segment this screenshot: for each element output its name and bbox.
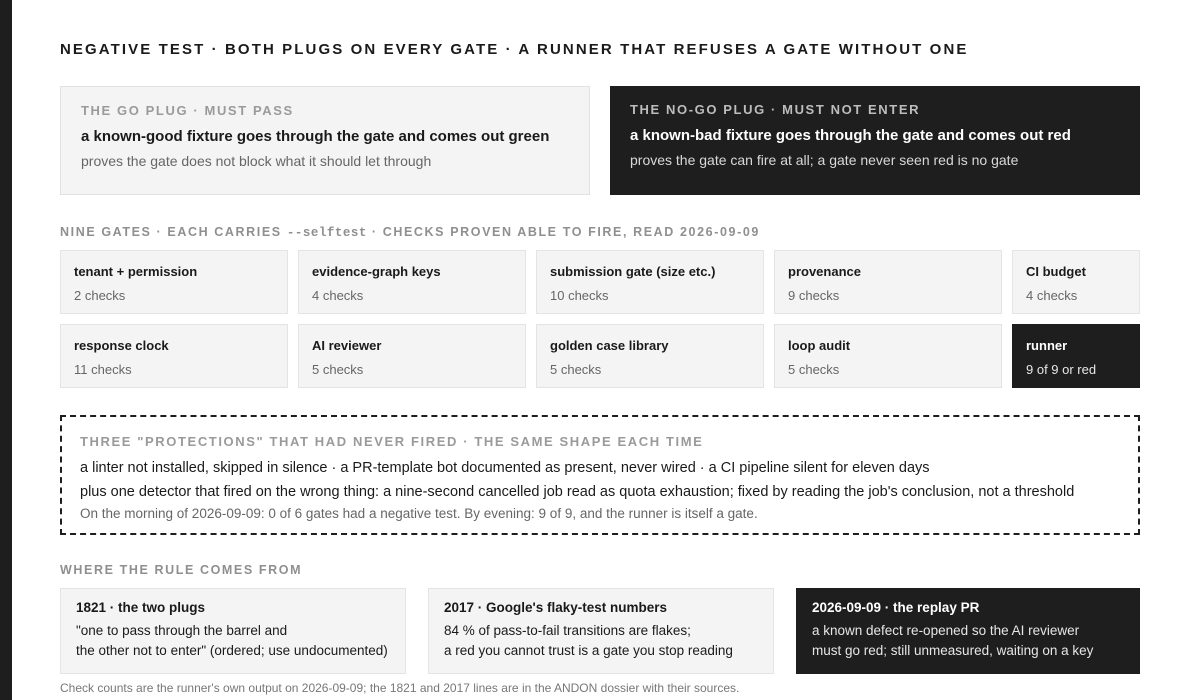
gates-section-label <box>60 225 760 240</box>
gate-card-golden-case-library <box>536 324 764 388</box>
gate-checks: 9 of 9 or red <box>1026 362 1097 377</box>
gate-checks: 5 checks <box>788 362 840 377</box>
gate-checks: 5 checks <box>550 362 602 377</box>
gate-card-ci-budget <box>1012 250 1140 314</box>
protections-box <box>60 415 1140 535</box>
nogo-plug-kicker: THE NO-GO PLUG · MUST NOT ENTER <box>630 102 921 117</box>
gate-name: submission gate (size etc.) <box>550 264 716 279</box>
gate-card-loop-audit <box>774 324 1002 388</box>
gate-card-ai-reviewer <box>298 324 526 388</box>
gate-checks: 4 checks <box>1026 288 1078 303</box>
gate-checks: 11 checks <box>74 362 132 377</box>
source-title: 1821 · the two plugs <box>76 600 206 615</box>
protections-kicker: THREE "PROTECTIONS" THAT HAD NEVER FIRED · THE SAME SHAPE EACH TIME <box>80 434 704 449</box>
source-line: the other not to enter" (ordered; use undocumented) <box>76 643 388 658</box>
gate-checks: 10 checks <box>550 288 609 303</box>
gates-label-post: · CHECKS PROVEN ABLE TO FIRE, READ 2026-09-09 <box>366 225 760 239</box>
gate-card-evidence-graph-keys <box>298 250 526 314</box>
source-line: a known defect re-opened so the AI reviewer <box>812 623 1080 638</box>
gate-name: provenance <box>788 264 861 279</box>
gate-checks: 9 checks <box>788 288 840 303</box>
gate-checks: 4 checks <box>312 288 364 303</box>
source-body <box>812 621 1124 661</box>
left-edge-bar <box>0 0 12 700</box>
gate-card-tenant-permission <box>60 250 288 314</box>
sources-section-label: WHERE THE RULE COMES FROM <box>60 563 303 577</box>
gate-name: CI budget <box>1026 264 1086 279</box>
protections-line-2: plus one detector that fired on the wrong thing: a nine-second cancelled job read as quota exhaustion; fixed by reading the job's conclusion, not a threshold <box>80 484 1075 500</box>
source-title: 2017 · Google's flaky-test numbers <box>444 600 668 615</box>
gates-label-pre: NINE GATES · EACH CARRIES <box>60 225 287 239</box>
source-card-replay-pr <box>796 588 1140 674</box>
source-card-2017 <box>428 588 774 674</box>
go-plug-card <box>60 86 590 195</box>
go-plug-kicker: THE GO PLUG · MUST PASS <box>81 103 294 118</box>
source-line: 84 % of pass-to-fail transitions are flakes; <box>444 623 691 638</box>
source-line: must go red; still unmeasured, waiting on a key <box>812 643 1094 658</box>
gate-card-submission-gate <box>536 250 764 314</box>
page-title: NEGATIVE TEST · BOTH PLUGS ON EVERY GATE · A RUNNER THAT REFUSES A GATE WITHOUT ONE <box>60 41 969 58</box>
gates-label-code: --selftest <box>286 226 367 240</box>
source-line: a red you cannot trust is a gate you stop reading <box>444 643 733 658</box>
gate-name: evidence-graph keys <box>312 264 441 279</box>
nogo-plug-sub: proves the gate can fire at all; a gate never seen red is no gate <box>630 152 1019 168</box>
source-card-1821 <box>60 588 406 674</box>
gate-checks: 5 checks <box>312 362 364 377</box>
protections-line-1: a linter not installed, skipped in silence · a PR-template bot documented as present, never wired · a CI pipeline silent for eleven days <box>80 460 930 476</box>
gate-name: AI reviewer <box>312 338 382 353</box>
gate-name: tenant + permission <box>74 264 198 279</box>
go-plug-sub: proves the gate does not block what it should let through <box>81 153 432 169</box>
source-title: 2026-09-09 · the replay PR <box>812 600 980 615</box>
source-body <box>444 621 758 661</box>
gate-name: golden case library <box>550 338 669 353</box>
gate-name: runner <box>1026 338 1068 353</box>
gate-checks: 2 checks <box>74 288 126 303</box>
gate-card-runner <box>1012 324 1140 388</box>
gate-name: response clock <box>74 338 169 353</box>
gate-card-response-clock <box>60 324 288 388</box>
footnote: Check counts are the runner's own output on 2026-09-09; the 1821 and 2017 lines are in the ANDON dossier with their sources. <box>60 681 740 695</box>
nogo-plug-card <box>610 86 1140 195</box>
source-body <box>76 621 390 661</box>
nogo-plug-heading: a known-bad fixture goes through the gate and comes out red <box>630 127 1071 144</box>
source-line: "one to pass through the barrel and <box>76 623 288 638</box>
gate-card-provenance <box>774 250 1002 314</box>
go-plug-heading: a known-good fixture goes through the gate and comes out green <box>81 128 550 145</box>
gate-name: loop audit <box>788 338 851 353</box>
protections-line-3: On the morning of 2026-09-09: 0 of 6 gates had a negative test. By evening: 9 of 9, and the runner is itself a gate. <box>80 506 758 521</box>
